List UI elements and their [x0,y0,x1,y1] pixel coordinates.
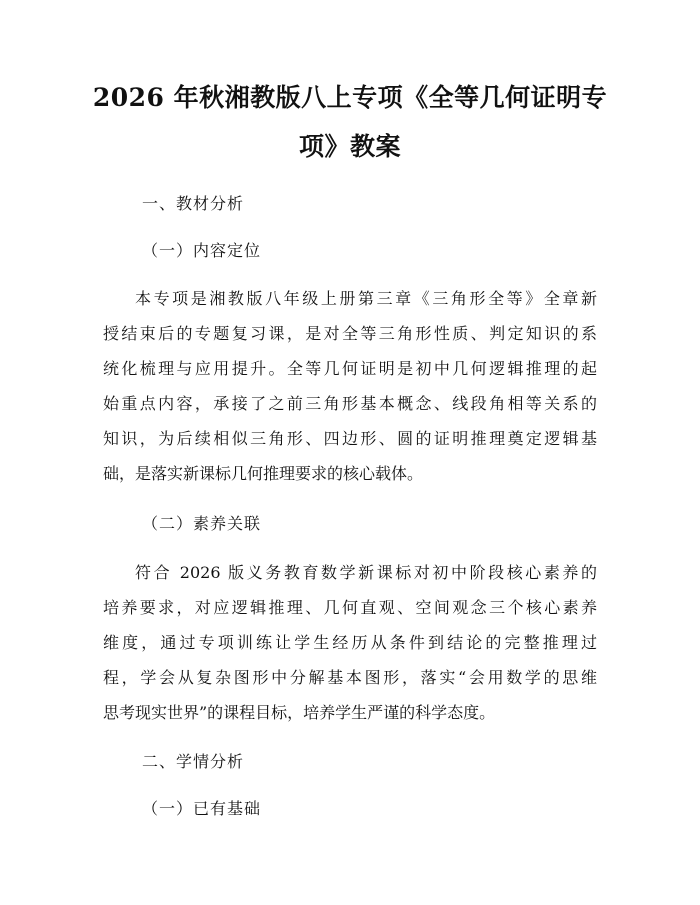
paragraph-line: 统化梳理与应用提升。全等几何证明是初中几何逻辑推理的起 [103,359,597,378]
section-heading-learner-analysis: 二、学情分析 [142,752,245,771]
paragraph-line: 础，是落实新课标几何推理要求的核心载体。 [103,464,424,483]
subsection-heading-existing-foundation: （一）已有基础 [142,799,262,818]
document-title-line-1: 2026 年秋湘教版八上专项《全等几何证明专 [92,83,608,112]
paragraph-line: 本专项是湘教版八年级上册第三章《三角形全等》全章新 [135,289,597,308]
paragraph-line: 授结束后的专题复习课，是对全等三角形性质、判定知识的系 [103,324,597,343]
paragraph-line: 维度，通过专项训练让学生经历从条件到结论的完整推理过 [103,633,597,652]
paragraph-line: 程，学会从复杂图形中分解基本图形，落实“会用数学的思维 [103,668,597,687]
paragraph-line: 培养要求，对应逻辑推理、几何直观、空间观念三个核心素养 [103,598,597,617]
document-title-line-2: 项》教案 [298,132,401,161]
paragraph-line: 始重点内容，承接了之前三角形基本概念、线段角相等关系的 [103,394,597,413]
subsection-heading-content-positioning: （一）内容定位 [142,241,262,260]
section-heading-textbook-analysis: 一、教材分析 [142,194,245,213]
subsection-heading-literacy-link: （二）素养关联 [142,514,262,533]
paragraph-line: 知识，为后续相似三角形、四边形、圆的证明推理奠定逻辑基 [103,429,597,448]
paragraph-line: 符合 2026 版义务教育数学新课标对初中阶段核心素养的 [135,563,597,582]
paragraph-line: 思考现实世界”的课程目标，培养学生严谨的科学态度。 [103,703,496,722]
